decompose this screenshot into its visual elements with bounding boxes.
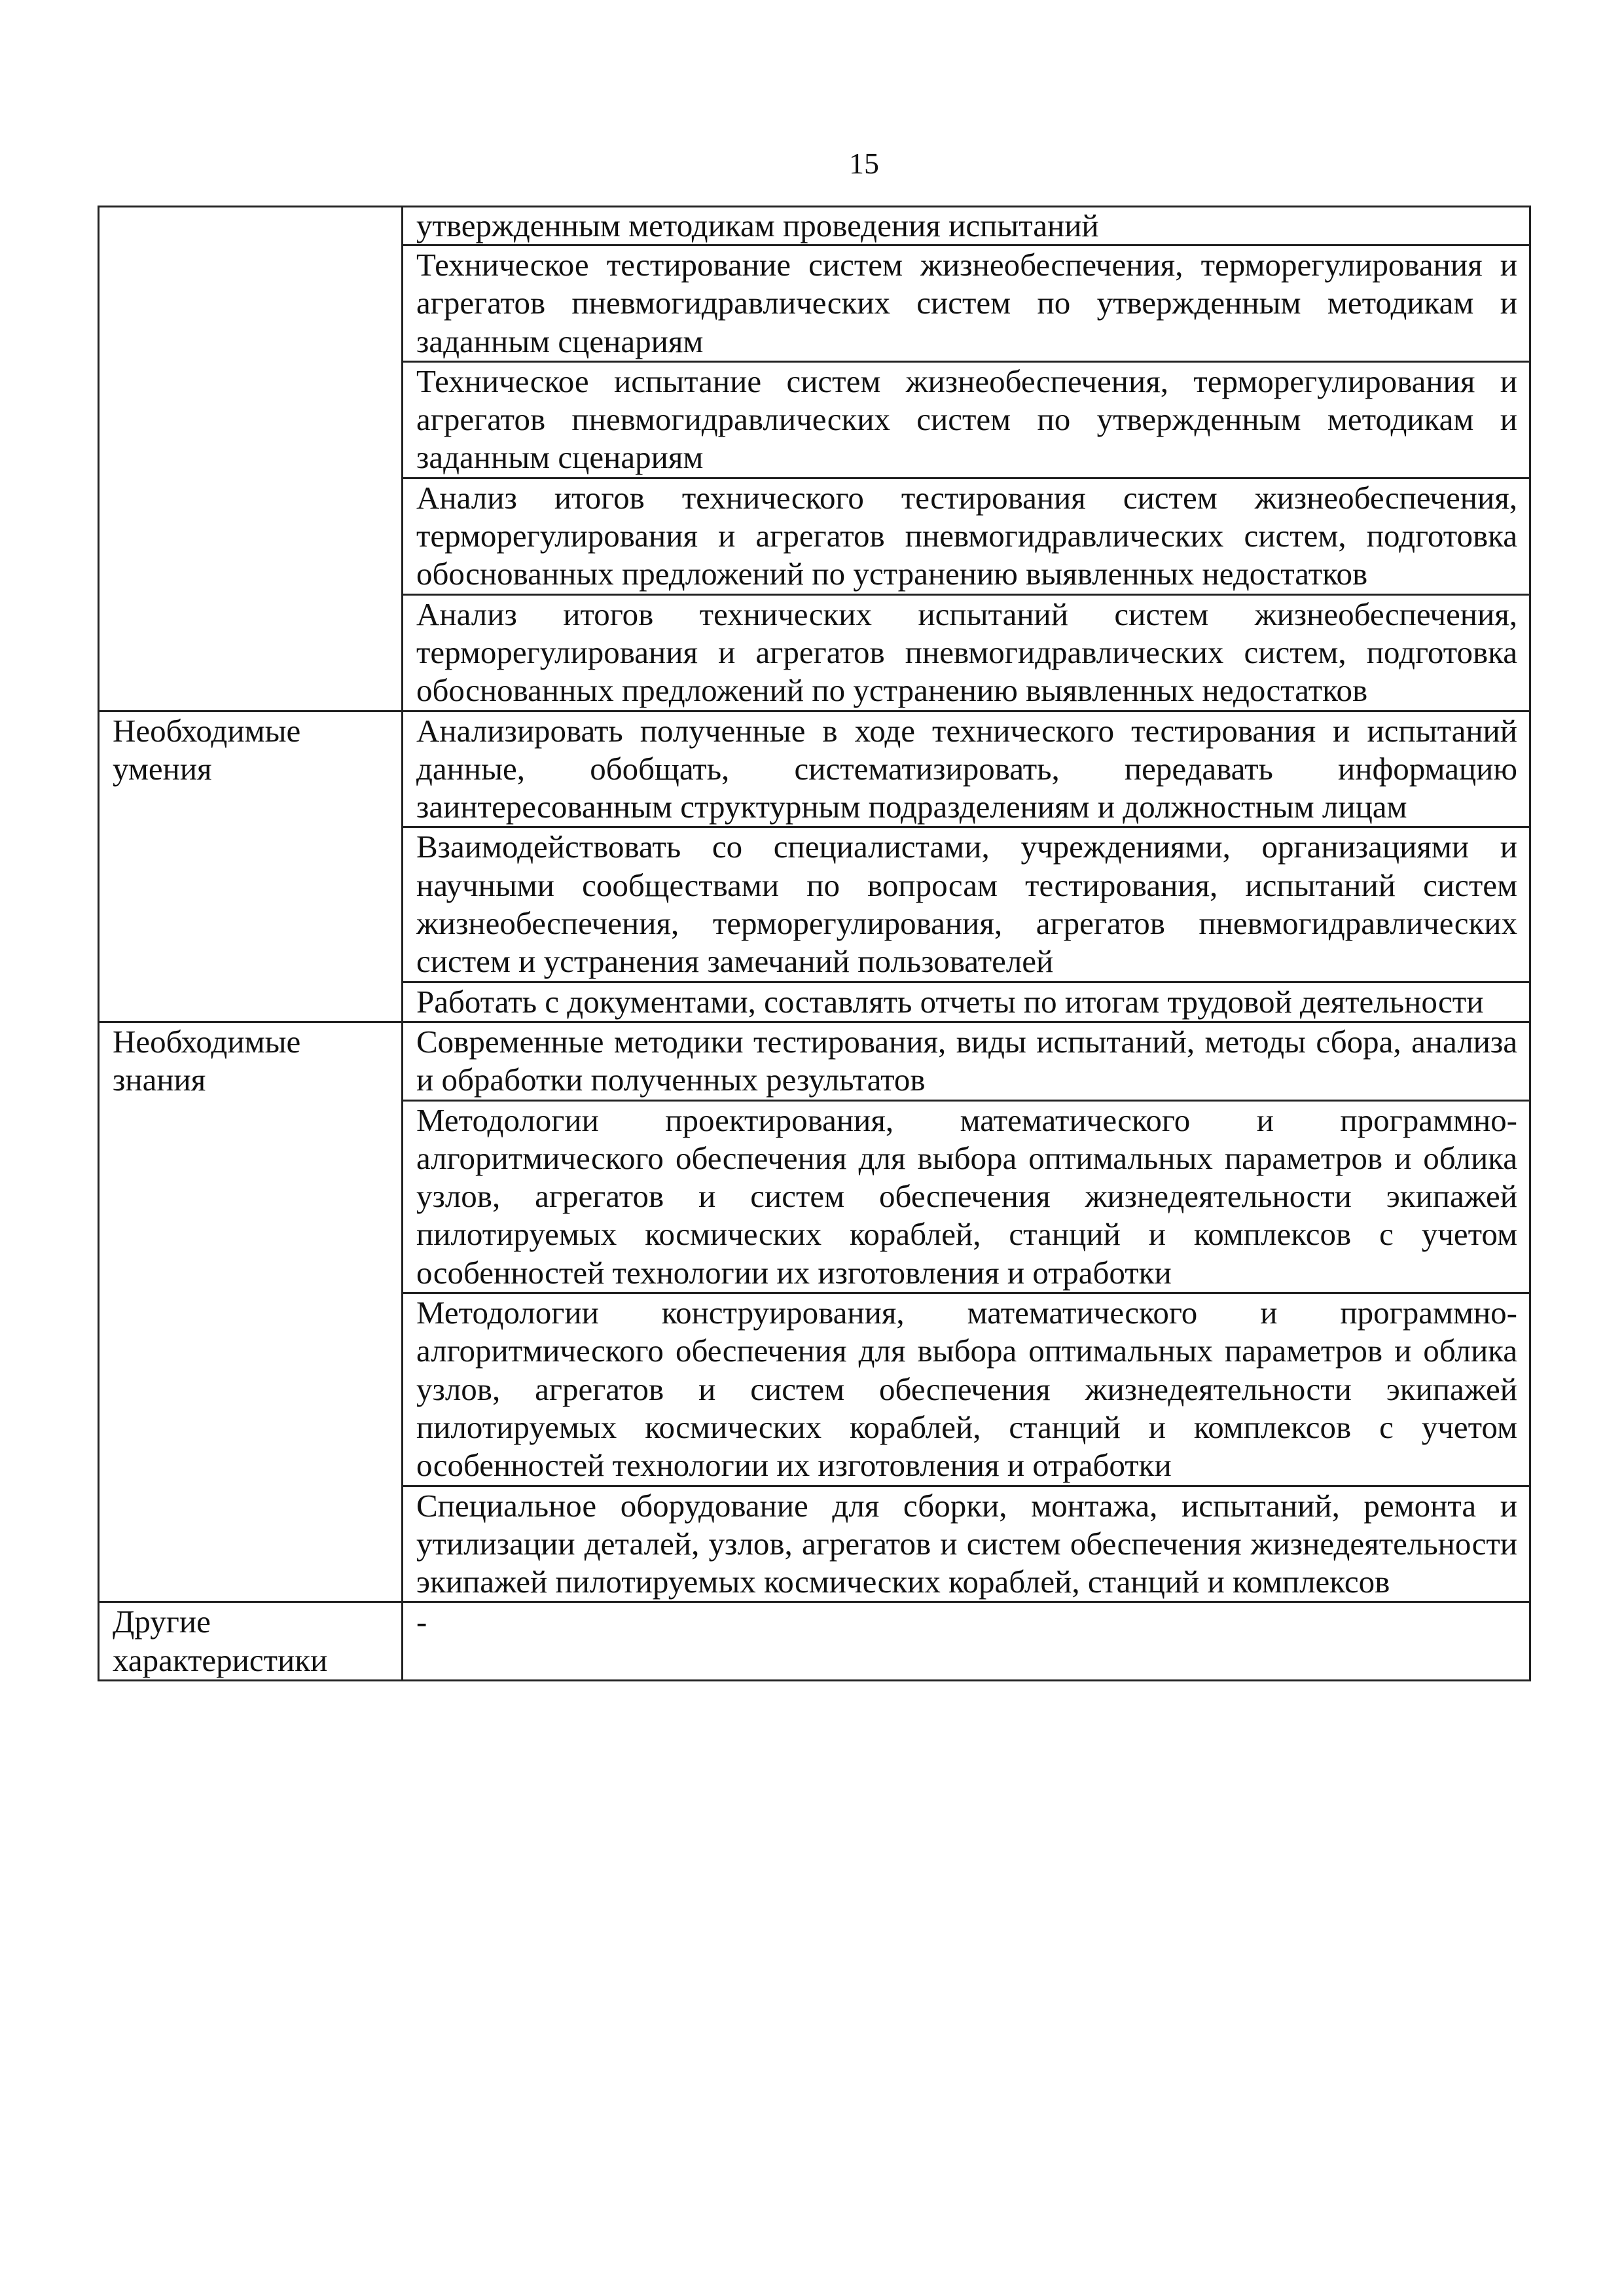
table-cell-item: Специальное оборудование для сборки, монтажа, испытаний, ремонта и утилизации деталей, узлов, агрегатов и систем обеспечения жизнедеятельности экипажей пилотируемых космических кораблей, станций и комплексов xyxy=(403,1486,1530,1602)
table-cell-item: Современные методики тестирования, виды испытаний, методы сбора, анализа и обработки полученных результатов xyxy=(403,1022,1530,1100)
other-characteristics-value: - xyxy=(403,1602,1530,1681)
table-cell-item: Методологии конструирования, математического и программно-алгоритмического обеспечения для выбора оптимальных параметров и облика узлов, агрегатов и систем обеспечения жизнедеятельности экипажей пилотируемых космических кораблей, станций и комплексов с учетом особенностей технологии их изготовления и отработки xyxy=(403,1293,1530,1486)
other-characteristics-label: Другие характеристики xyxy=(99,1602,403,1681)
page-number: 15 xyxy=(849,147,879,180)
table-cell-item: Анализ итогов технических испытаний систем жизнеобеспечения, терморегулирования и агрегатов пневмогидравлических систем, подготовка обоснованных предложений по устранению выявленных недостатков xyxy=(403,594,1530,711)
table-cell-item: Анализировать полученные в ходе технического тестирования и испытаний данные, обобщать, систематизировать, передавать информацию заинтересованным структурным подразделениям и должностным лицам xyxy=(403,711,1530,827)
continuation-label-cell xyxy=(99,207,403,711)
knowledge-label: Необходимые знания xyxy=(99,1022,403,1602)
table-cell-item: Техническое испытание систем жизнеобеспечения, терморегулирования и агрегатов пневмогидравлических систем по утвержденным методикам и заданным сценариям xyxy=(403,361,1530,478)
table-cell-item: утвержденным методикам проведения испытаний xyxy=(403,207,1530,245)
table-cell-item: Взаимодействовать со специалистами, учреждениями, организациями и научными сообществами по вопросам тестирования, испытаний систем жизнеобеспечения, терморегулирования, агрегатов пневмогидравлических систем и устранения замечаний пользователей xyxy=(403,827,1530,982)
skills-label: Необходимые умения xyxy=(99,711,403,1022)
table-cell-item: Работать с документами, составлять отчеты по итогам трудовой деятельности xyxy=(403,982,1530,1022)
table-row xyxy=(99,1022,1530,1100)
table-cell-item: Анализ итогов технического тестирования систем жизнеобеспечения, терморегулирования и агрегатов пневмогидравлических систем, подготовка обоснованных предложений по устранению выявленных недостатков xyxy=(403,478,1530,594)
competency-table xyxy=(98,206,1531,1681)
table-row xyxy=(99,1602,1530,1681)
table-row xyxy=(99,207,1530,245)
table-cell-item: Техническое тестирование систем жизнеобеспечения, терморегулирования и агрегатов пневмогидравлических систем по утвержденным методикам и заданным сценариям xyxy=(403,245,1530,362)
table-row xyxy=(99,711,1530,827)
table-cell-item: Методологии проектирования, математического и программно-алгоритмического обеспечения для выбора оптимальных параметров и облика узлов, агрегатов и систем обеспечения жизнедеятельности экипажей пилотируемых космических кораблей, станций и комплексов с учетом особенностей технологии их изготовления и отработки xyxy=(403,1100,1530,1293)
